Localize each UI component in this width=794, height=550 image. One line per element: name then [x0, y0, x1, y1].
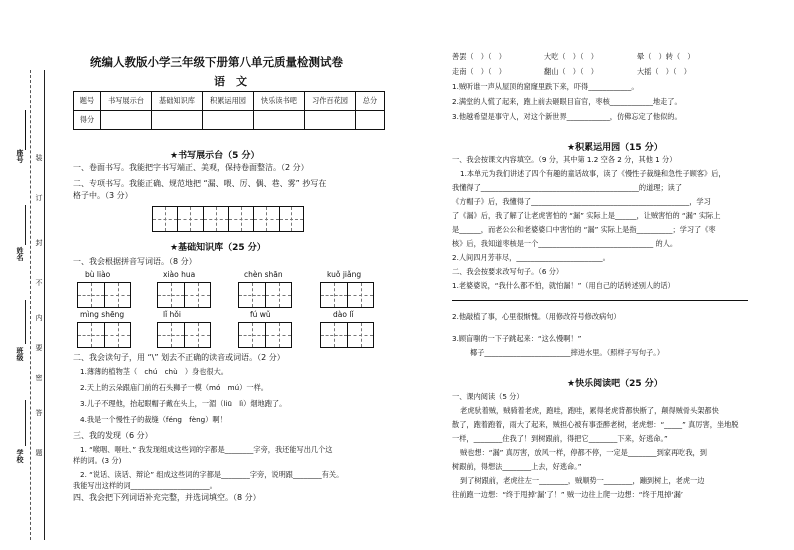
- question-text: 二、我会读句子，用 “\” 划去不正确的读音或词语。（2 分）: [73, 353, 285, 362]
- pinyin-label: fú wǔ: [250, 310, 271, 319]
- question-item: 样的词。(3 分): [73, 456, 122, 465]
- cut-word: 装: [35, 154, 43, 162]
- grid-cell[interactable]: [348, 323, 373, 347]
- reading-paragraph: 往前跑一边想：“终于甩掉‘漏’了！” 贼一边往上爬一边想：“终于甩掉‘漏’: [452, 490, 684, 499]
- word-grid[interactable]: [77, 282, 131, 308]
- grid-cell[interactable]: [204, 207, 229, 231]
- cut-word: 题: [35, 449, 43, 457]
- seat-no-blank[interactable]: [25, 110, 26, 150]
- question-item: 我懂得了____________________________________________的道理；读了: [452, 183, 683, 192]
- question-text: 四、我会把下列词语补充完整，并选词填空。（8 分）: [73, 493, 261, 502]
- question-text: 格子中。（3 分）: [73, 191, 133, 200]
- idiom-fill[interactable]: 晕（ ）转（ ）: [637, 52, 695, 61]
- reading-paragraph: 到了树跟前，老虎往左一________，贼顺势一________，蹦到树上，老虎一边: [460, 476, 705, 485]
- pinyin-label: lǐ hǒi: [163, 310, 181, 319]
- grid-cell[interactable]: [153, 207, 178, 231]
- score-cell[interactable]: [305, 111, 356, 130]
- grid-cell[interactable]: [105, 323, 130, 347]
- score-header-row: [74, 92, 385, 111]
- score-header: 快乐读书吧: [254, 92, 305, 111]
- question-item: 我能写出这样的词______________________。: [73, 481, 217, 490]
- question-item: 1.贼听谁一声从屋顶的窟窿里跌下来，吓得____________。: [452, 82, 639, 91]
- pinyin-label: bù liào: [85, 270, 111, 279]
- score-header: 题号: [74, 92, 101, 111]
- word-grid[interactable]: [238, 322, 292, 348]
- grid-cell[interactable]: [158, 283, 185, 307]
- question-item: 3.顾盲嗤的一下子跳起来：“这么慢啊！”: [452, 334, 582, 343]
- section-basic-title: ★基础知识库（25 分）: [170, 243, 266, 253]
- question-item: 椰子________________________摔进水里。（照样子写句子。）: [470, 348, 665, 357]
- seat-no-label: 座号: [16, 149, 24, 164]
- score-header: 习作百花园: [305, 92, 356, 111]
- word-grid[interactable]: [320, 322, 374, 348]
- score-cell[interactable]: [203, 111, 254, 130]
- grid-cell[interactable]: [185, 323, 210, 347]
- word-grid[interactable]: [157, 322, 211, 348]
- grid-cell[interactable]: [239, 283, 266, 307]
- score-cell[interactable]: [101, 111, 152, 130]
- question-item: 3.儿子不理他，抬起眼帽子戴在头上，一湄（liū lì）烟地跑了。: [80, 399, 287, 408]
- grid-cell[interactable]: [266, 283, 291, 307]
- question-item: 核》后，我知道枣核是一个________________________________ 的人。: [452, 239, 678, 248]
- grid-cell[interactable]: [280, 207, 303, 231]
- question-item: 2. “说话、读话、辩论” 组成这些词的字都是________字旁，说明跟________有关。: [80, 470, 344, 479]
- question-item: 1.薄薄的植物茎（ chú chù ）身也很大。: [80, 367, 228, 376]
- score-value-row: [74, 111, 385, 130]
- question-text: 一、我会按课文内容填空。（9 分，其中第 1.2 空各 2 分，其他 1 分）: [452, 155, 677, 164]
- section-writing-title: ★书写展示台（5 分）: [170, 151, 260, 161]
- question-item: 4.我是一个慢性子的裁缝（féng fèng）啊！: [80, 415, 227, 424]
- question-item: 2.满堂的人慌了起来，跑上前去砸眼目盲官，枣核____________地走了。: [452, 97, 682, 106]
- question-item: 2.人间四月芳菲尽，________________________。: [452, 253, 610, 262]
- word-grid[interactable]: [320, 282, 374, 308]
- cut-word: 密: [35, 374, 43, 382]
- question-text: 一、我会根据拼音写词语。（8 分）: [73, 257, 197, 266]
- class-blank[interactable]: [25, 300, 26, 344]
- word-grid[interactable]: [77, 322, 131, 348]
- grid-cell[interactable]: [266, 323, 291, 347]
- score-header: 基础知识库: [152, 92, 203, 111]
- idiom-fill[interactable]: 善罢（ ）（ ）: [452, 52, 506, 61]
- score-header: 书写展示台: [101, 92, 152, 111]
- grid-cell[interactable]: [321, 283, 348, 307]
- reading-paragraph: 老虎驮着贼，贼骑着老虎，跑哇，跑哇，累得老虎背都快断了，颠得贼骨头架都快: [460, 406, 719, 415]
- pinyin-label: xiào hua: [163, 270, 196, 279]
- cut-word: 内: [35, 314, 43, 322]
- name-blank[interactable]: [25, 205, 26, 245]
- idiom-fill[interactable]: 翻山（ ）（ ）: [544, 67, 598, 76]
- reading-paragraph: 树跟前，得想法________上去，好逃命。”: [452, 462, 582, 471]
- question-text: 一、课内阅读（5 分）: [452, 392, 524, 401]
- question-text: 一、卷面书写。我能把字书写端正、美观，保持卷面整洁。（2 分）: [73, 163, 309, 172]
- question-item: 是______，而老公公和老婆婆口中害怕的 “漏” 实际上是指__________；学习了《枣: [452, 225, 716, 234]
- word-grid[interactable]: [238, 282, 292, 308]
- score-cell[interactable]: [254, 111, 305, 130]
- section-reading-title: ★快乐阅读吧（25 分）: [567, 379, 663, 389]
- cut-word: 要: [35, 344, 43, 352]
- writing-grid[interactable]: [152, 206, 304, 232]
- answer-line[interactable]: [452, 300, 748, 301]
- grid-cell[interactable]: [254, 207, 279, 231]
- question-item: 1.本单元为我们讲述了四个有趣的童话故事，读了《慢性子裁缝和急性子顾客》后，: [460, 169, 726, 178]
- question-item: 《方帽子》后，我懂得了____________________________________________，学习: [452, 197, 711, 206]
- score-header: 总分: [356, 92, 385, 111]
- question-item: 2.天上的云朵跟庙门前的石头狮子一模（mó mú）一样。: [80, 383, 268, 392]
- question-item: 3.他越希望是事守人，对这个新世界____________，仿佛忘定了他似的。: [452, 112, 682, 121]
- question-item: 2.他敲植了事，心里很惭愧。（用修改符号修改病句）: [452, 312, 621, 321]
- question-item: 了《漏》后，我了解了让老虎害怕的 “漏” 实际上是______，让贼害怕的 “漏” 实际上: [452, 211, 721, 220]
- idiom-fill[interactable]: 走南（ ）（ ）: [452, 67, 506, 76]
- cut-dash-line: [30, 70, 31, 540]
- question-item: 1. “喉咽、咂吐、” 我发现组成这些词的字都是________字旁，我还能写出几个这: [80, 445, 333, 454]
- page-title: 统编人教版小学三年级下册第八单元质量检测试卷: [90, 55, 343, 69]
- cut-word: 订: [35, 194, 43, 202]
- binding-line: [44, 70, 45, 540]
- grid-cell[interactable]: [78, 283, 105, 307]
- grid-cell[interactable]: [158, 323, 185, 347]
- question-text: 二、专项书写。我能正确、规范地把 “漏、喂、厉、偶、巷、雾” 抄写在: [73, 179, 327, 188]
- grid-cell[interactable]: [348, 283, 373, 307]
- grid-cell[interactable]: [321, 323, 348, 347]
- section-accumulation-title: ★积累运用园（15 分）: [567, 143, 663, 153]
- reading-paragraph: 散了，跑着跑着，雨大了起来，贼担心被有事歪醉老树，老虎想：“_____” 真厉害，坐地脱: [452, 420, 739, 429]
- cut-word: 答: [35, 409, 43, 417]
- grid-cell[interactable]: [229, 207, 254, 231]
- reading-paragraph: 贼也想：“漏” 真厉害，放风一样，停都不停，一定是________到家再吃我，到: [460, 448, 707, 457]
- school-label: 学校: [16, 449, 24, 464]
- name-label: 姓名: [16, 247, 24, 262]
- score-row-label: 得分: [74, 111, 101, 130]
- grid-cell[interactable]: [185, 283, 210, 307]
- reading-paragraph: 一样，________住我了！到树跟前，得把它________下来，好逃命。”: [452, 434, 668, 443]
- idiom-fill[interactable]: 大摇（ ）（ ）: [637, 67, 691, 76]
- grid-cell[interactable]: [239, 323, 266, 347]
- grid-cell[interactable]: [105, 283, 130, 307]
- school-blank[interactable]: [25, 400, 26, 446]
- pinyin-label: mìng shēng: [80, 310, 125, 319]
- score-header: 积累运用园: [203, 92, 254, 111]
- pinyin-label: dào lǐ: [333, 310, 354, 319]
- question-item: 1.老婆婆说，“我什么都不怕，就怕漏！”（用自己的话转述别人的话）: [452, 281, 675, 290]
- class-label: 班级: [16, 347, 24, 362]
- pinyin-label: chèn shān: [244, 270, 283, 279]
- cut-word: 不: [35, 279, 43, 287]
- subject-title: 语 文: [214, 75, 247, 88]
- word-grid[interactable]: [157, 282, 211, 308]
- pinyin-label: kuǒ jiǎng: [327, 270, 362, 279]
- score-cell[interactable]: [152, 111, 203, 130]
- score-cell[interactable]: [356, 111, 385, 130]
- question-text: 二、我会按要求改写句子。（6 分）: [452, 267, 564, 276]
- idiom-fill[interactable]: 大吃（ ）（ ）: [544, 52, 598, 61]
- grid-cell[interactable]: [178, 207, 203, 231]
- question-text: 三、我的发现（6 分）: [73, 431, 153, 440]
- score-table: [73, 91, 385, 130]
- cut-word: 封: [35, 239, 43, 247]
- grid-cell[interactable]: [78, 323, 105, 347]
